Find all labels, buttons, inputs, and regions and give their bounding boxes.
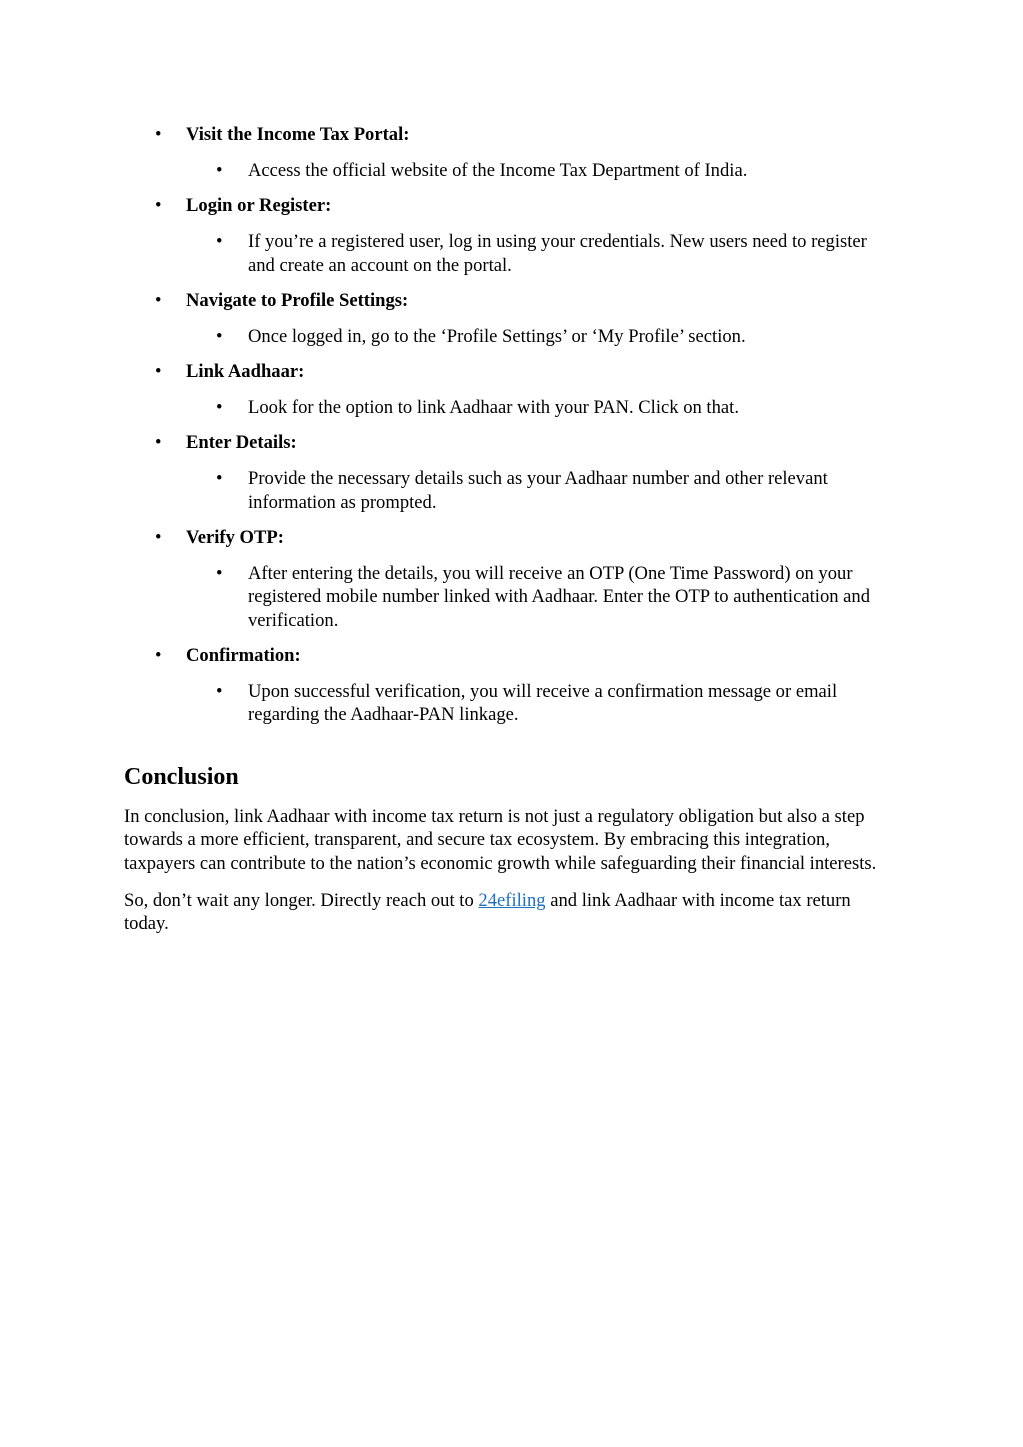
step-heading-item <box>0 643 1023 669</box>
step-detail-item <box>0 325 1023 348</box>
step-heading: Navigate to Profile Settings: <box>186 289 409 311</box>
step-heading: Verify OTP: <box>186 527 284 549</box>
step-detail-item <box>0 467 1023 514</box>
bullet-icon: • <box>216 325 223 347</box>
step-heading-item <box>0 193 1023 219</box>
bullet-icon: • <box>216 231 223 253</box>
cta-text-after-link: and link Aadhaar with income tax return today. <box>124 890 851 935</box>
step-heading: Confirmation: <box>186 644 301 666</box>
step-heading-item <box>0 288 1023 314</box>
step-detail-text: If you’re a registered user, log in using your credentials. New users need to register and create an account on the portal. <box>248 231 867 276</box>
steps-list <box>0 122 1023 738</box>
call-to-action-paragraph <box>124 889 894 936</box>
step-heading-item <box>0 359 1023 385</box>
step-detail-item <box>0 562 1023 632</box>
step-detail-item <box>0 396 1023 419</box>
step-detail-text: Provide the necessary details such as your Aadhaar number and other relevant information as prompted. <box>248 468 828 513</box>
conclusion-heading: Conclusion <box>124 764 239 790</box>
bullet-icon: • <box>216 397 223 419</box>
bullet-icon: • <box>155 432 162 454</box>
step-detail-item <box>0 230 1023 277</box>
step-heading: Visit the Income Tax Portal: <box>186 124 410 145</box>
bullet-icon: • <box>155 289 162 311</box>
bullet-icon: • <box>155 361 162 383</box>
step-heading-item <box>0 525 1023 551</box>
step-detail-text: Upon successful verification, you will receive a confirmation message or email regarding the Aadhaar-PAN linkage. <box>248 680 838 726</box>
24efiling-link[interactable]: 24efiling <box>478 890 546 911</box>
step-detail-item <box>0 680 1023 727</box>
step-heading: Link Aadhaar: <box>186 361 305 383</box>
step-heading: Enter Details: <box>186 432 297 454</box>
step-detail-text: Look for the option to link Aadhaar with your PAN. Click on that. <box>248 397 739 419</box>
bullet-icon: • <box>216 160 223 181</box>
step-heading-item <box>0 430 1023 456</box>
bullet-icon: • <box>216 680 223 702</box>
step-detail-text: Once logged in, go to the ‘Profile Settings’ or ‘My Profile’ section. <box>248 325 746 347</box>
bullet-icon: • <box>155 195 162 217</box>
step-heading-item <box>0 122 1023 148</box>
cta-text-before-link: So, don’t wait any longer. Directly reach out to <box>124 890 479 911</box>
bullet-icon: • <box>155 644 162 666</box>
bullet-icon: • <box>155 527 162 549</box>
step-detail-item <box>0 159 1023 182</box>
step-heading: Login or Register: <box>186 195 332 217</box>
bullet-icon: • <box>216 468 223 490</box>
bullet-icon: • <box>155 124 162 145</box>
bullet-icon: • <box>216 563 223 585</box>
conclusion-paragraph: In conclusion, link Aadhaar with income tax return is not just a regulatory obligation but also a step towards a more efficient, transparent, and secure tax ecosystem. By embracing this integration, taxpayers can contribute to the nation’s economic growth while safeguarding their financial interests. <box>124 806 877 874</box>
step-detail-text: Access the official website of the Income Tax Department of India. <box>248 160 748 181</box>
step-detail-text: After entering the details, you will receive an OTP (One Time Password) on your registered mobile number linked with Aadhaar. Enter the OTP to authentication and verification. <box>248 563 871 631</box>
